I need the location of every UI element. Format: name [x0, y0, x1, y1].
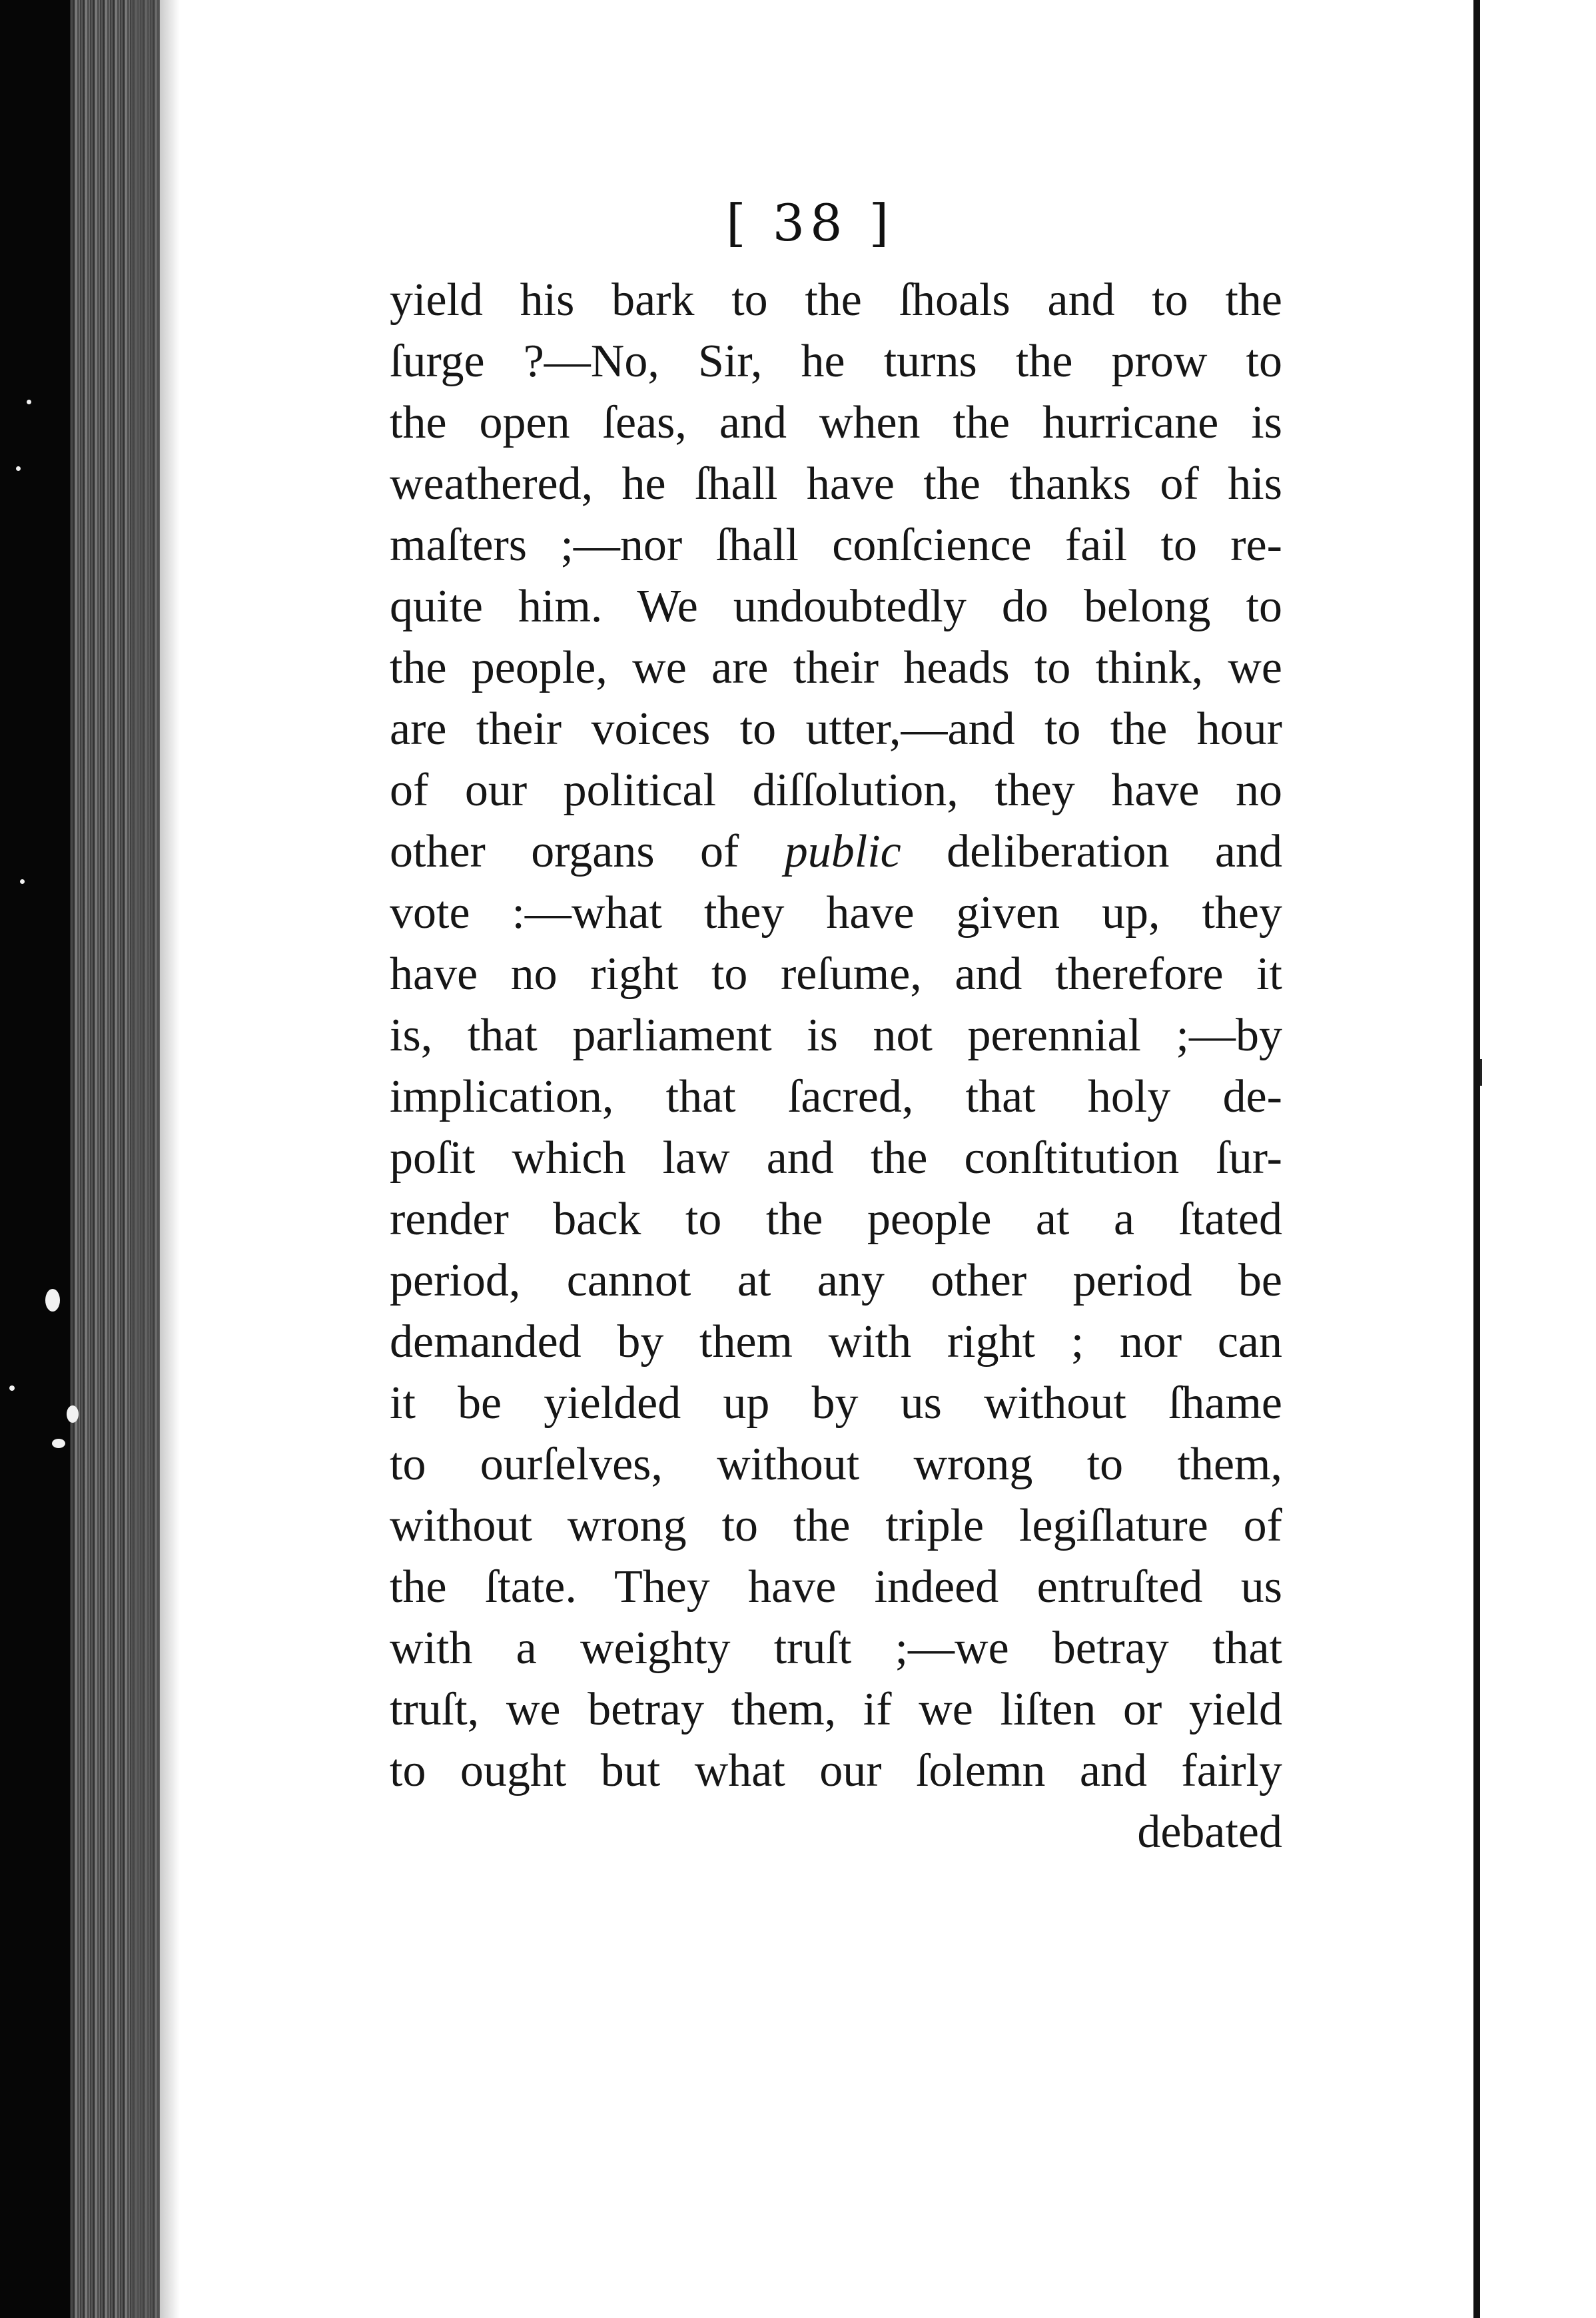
- text-line: with a weighty truſt ;—we betray that: [390, 1623, 1282, 1674]
- text-line: have no right to reſume, and therefore it: [390, 949, 1282, 1000]
- text-fragment: other organs of: [390, 826, 785, 877]
- text-line: maſters ;—nor ſhall conſcience fail to re-: [390, 520, 1282, 571]
- scan-speck: [9, 1385, 15, 1391]
- text-line: the people, we are their heads to think, we: [390, 642, 1282, 693]
- text-line: the ſtate. They have indeed entruſted us: [390, 1561, 1282, 1613]
- text-line: implication, that ſacred, that holy de-: [390, 1071, 1282, 1122]
- text-line: without wrong to the triple legiſlature of: [390, 1500, 1282, 1551]
- page-edge-divider: [1473, 0, 1480, 2318]
- text-fragment: deliberation and: [901, 826, 1282, 877]
- text-line: to ourſelves, without wrong to them,: [390, 1439, 1282, 1490]
- adjacent-page-mark: [1480, 1059, 1491, 1086]
- text-line: vote :—what they have given up, they: [390, 887, 1282, 939]
- text-line: to ought but what our ſolemn and fairly: [390, 1745, 1282, 1796]
- text-line: are their voices to utter,—and to the hour: [390, 703, 1282, 755]
- text-line: it be yielded up by us without ſhame: [390, 1377, 1282, 1429]
- text-line: period, cannot at any other period be: [390, 1255, 1282, 1306]
- italic-word: public: [784, 826, 901, 877]
- text-line: ſurge ?—No, Sir, he turns the prow to: [390, 336, 1282, 387]
- scanner-background: [0, 0, 73, 2318]
- scan-speck: [52, 1439, 65, 1448]
- page-number-header: [ 38 ]: [726, 193, 895, 252]
- text-line: [390, 821, 1282, 883]
- text-line: render back to the people at a ſtated: [390, 1194, 1282, 1245]
- scan-speck: [16, 466, 21, 471]
- text-line: weathered, he ſhall have the thanks of his: [390, 458, 1282, 510]
- scan-speck: [45, 1289, 60, 1312]
- text-line: poſit which law and the conſtitution ſur-: [390, 1132, 1282, 1184]
- text-line: of our political diſſolution, they have no: [390, 765, 1282, 816]
- body-text: [390, 270, 1282, 1863]
- adjacent-page: [1480, 0, 1596, 2318]
- text-line: the open ſeas, and when the hurricane is: [390, 397, 1282, 448]
- scan-speck: [20, 879, 25, 884]
- gutter-shadow: [133, 0, 180, 2318]
- scan-speck: [67, 1405, 79, 1423]
- catchword: debated: [1137, 1806, 1282, 1858]
- text-line: quite him. We undoubtedly do belong to: [390, 581, 1282, 632]
- text-line: demanded by them with right ; nor can: [390, 1316, 1282, 1367]
- text-line: is, that parliament is not perennial ;—by: [390, 1010, 1282, 1061]
- text-line: truſt, we betray them, if we liſten or yield: [390, 1684, 1282, 1735]
- text-line: yield his bark to the ſhoals and to the: [390, 274, 1282, 326]
- scan-speck: [27, 400, 31, 404]
